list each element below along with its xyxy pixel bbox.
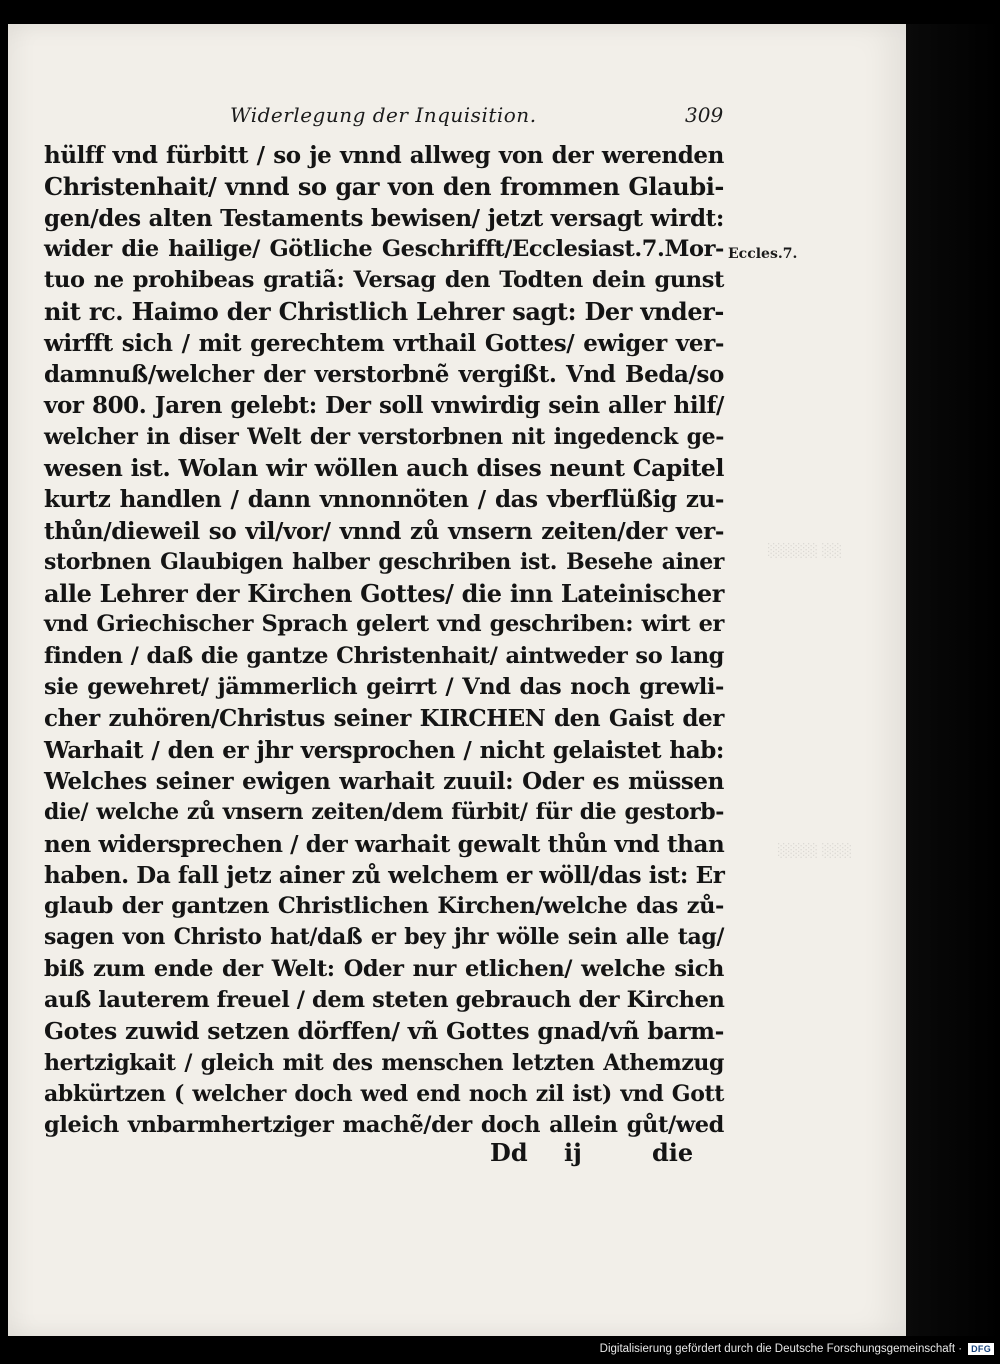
- footer-text: Digitalisierung gefördert durch die Deutsche Forschungsgemeinschaft ·: [599, 1343, 963, 1355]
- page-number: 309: [685, 103, 724, 127]
- catchword: die: [652, 1138, 694, 1167]
- bleed-through-text: ░░░░░ ░░: [768, 544, 843, 559]
- text-line: gleich vnbarmhertziger machẽ/der doch allein gůt/wed: [44, 1112, 724, 1139]
- text-line: Christenhait/ vnnd so gar von den frommen Glaubi-: [44, 172, 724, 202]
- text-line: Gotes zuwid setzen dörffen/ vñ Gottes gnad/vñ barm-: [44, 1017, 724, 1046]
- text-line: vor 800. Jaren gelebt: Der soll vnwirdig sein aller hilf/: [44, 392, 724, 420]
- signature-line: [490, 1138, 710, 1172]
- text-line: wider die hailige/ Götliche Geschrifft/Ecclesiast.7.Mor-: [44, 235, 724, 262]
- text-line: sie gewehret/ jämmerlich geirrt / Vnd das noch grewli-: [44, 674, 724, 701]
- text-line: cher zuhören/Christus seiner KIRCHEN den Gaist der: [44, 705, 724, 733]
- text-line: vnd Griechischer Sprach gelert vnd geschriben: wirt er: [44, 611, 724, 638]
- text-line: kurtz handlen / dann vnnonnöten / das vberflüßig zu-: [44, 486, 724, 514]
- text-line: Warhait / den er jhr versprochen / nicht gelaistet hab:: [44, 736, 724, 764]
- margin-note: Eccles.7.: [728, 246, 798, 262]
- text-line: auß lauterem freuel / dem steten gebrauch der Kirchen: [44, 987, 725, 1014]
- running-title: Widerlegung der Inquisition.: [230, 103, 537, 127]
- text-line: Welches seiner ewigen warhait zuuil: Oder es müssen: [44, 767, 724, 795]
- bleed-through-text: ░░░░ ░░░: [778, 844, 853, 859]
- text-line: tuo ne prohibeas gratiã: Versag den Todten dein gunst: [44, 267, 724, 294]
- text-line: gen/des alten Testaments bewisen/ jetzt versagt wirdt:: [44, 204, 724, 232]
- text-line: die/ welche zů vnsern zeiten/dem fürbit/ für die gestorb-: [44, 799, 724, 826]
- text-line: finden / daß die gantze Christenhait/ aintweder so lang: [44, 642, 724, 669]
- dfg-logo: DFG: [968, 1343, 994, 1355]
- signature-number: ij: [564, 1138, 582, 1167]
- text-line: thůn/dieweil so vil/vor/ vnnd zů vnsern zeiten/der ver-: [44, 517, 724, 545]
- page-header: [40, 95, 740, 135]
- text-line: glaub der gantzen Christlichen Kirchen/welche das zů-: [44, 893, 724, 920]
- body-text: [44, 140, 724, 1142]
- text-line: damnuß/welcher der verstorbnẽ vergißt. Vnd Beda/so: [44, 361, 724, 389]
- text-line: hertzigkait / gleich mit des menschen letzten Athemzug: [44, 1049, 724, 1076]
- text-line: storbnen Glaubigen halber geschriben ist. Besehe ainer: [44, 548, 724, 575]
- text-line: biß zum ende der Welt: Oder nur etlichen/ welche sich: [44, 955, 724, 982]
- signature-mark: Dd: [490, 1138, 528, 1167]
- text-line: sagen von Christo hat/daß er bey jhr wölle sein alle tag/: [44, 924, 724, 951]
- text-line: wirfft sich / mit gerechtem vrthail Gottes/ ewiger ver-: [44, 329, 724, 357]
- book-spine: [906, 24, 1000, 1336]
- text-line: hülff vnd fürbitt / so je vnnd allweg von der werenden: [44, 142, 724, 169]
- text-line: wesen ist. Wolan wir wöllen auch dises neunt Capitel: [44, 453, 724, 482]
- text-line: nit rc. Haimo der Christlich Lehrer sagt: Der vnder-: [44, 297, 724, 327]
- text-line: nen widersprechen / der warhait gewalt thůn vnd than: [44, 830, 725, 858]
- text-line: abkürtzen ( welcher doch wed end noch zil ist) vnd Gott: [44, 1080, 724, 1107]
- text-line: haben. Da fall jetz ainer zů welchem er wöll/das ist: Er: [44, 861, 725, 889]
- text-line: alle Lehrer der Kirchen Gottes/ die inn Lateinischer: [44, 579, 724, 609]
- footer-credit: [600, 1338, 994, 1360]
- text-line: welcher in diser Welt der verstorbnen nit ingedenck ge-: [44, 423, 724, 450]
